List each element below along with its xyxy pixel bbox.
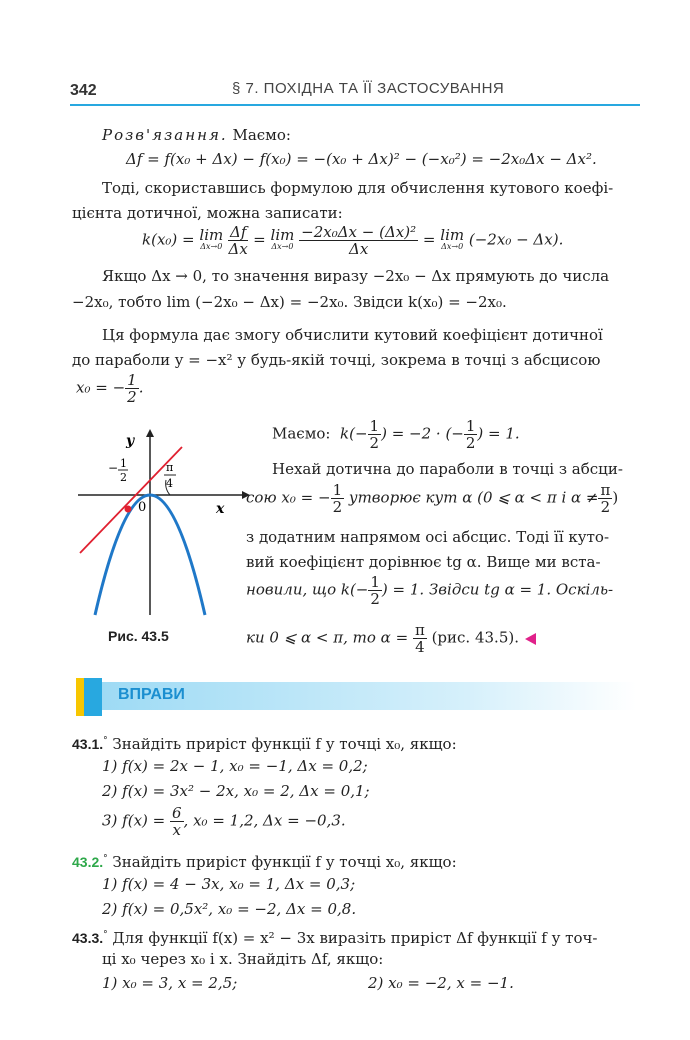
para2-line1: Якщо Δx → 0, то значення виразу −2x₀ − Δx прямують до числа xyxy=(102,267,610,285)
exercise-43-3-item-2: 2) x₀ = −2, x = −1. xyxy=(368,974,514,992)
para4-line2: сою x₀ = − $\frac{1}{2}$ утворює кут α (0 ⩽ α < π і α ≠ $\frac{\pi}{2}$ ) xyxy=(246,481,619,516)
exercise-43-3-item-1: 1) x₀ = 3, x = 2,5; xyxy=(102,974,238,992)
section-header: § 7. ПОХІДНА ТА ЇЇ ЗАСТОСУВАННЯ xyxy=(232,80,505,97)
limit-op-2: lim Δx→0 xyxy=(270,225,295,251)
fraction-limit-expression: $\frac{\text{−2x₀Δx − (Δx)²}}{\Delta x}$ xyxy=(301,223,417,258)
exercise-43-2-item-1: 1) f(x) = 4 − 3x, x₀ = 1, Δx = 0,3; xyxy=(102,875,356,893)
solution-intro: Маємо: xyxy=(232,126,291,144)
para3-line2: до параболи y = −x² у будь-якій точці, зокрема в точці з абсцисою xyxy=(72,351,601,369)
figure-parabola-tangent xyxy=(70,425,250,625)
half-num: 1 xyxy=(120,457,127,470)
para3-line1: Ця формула дає змогу обчислити кутовий коефіцієнт дотичної xyxy=(102,326,603,344)
half-sign: − xyxy=(108,461,119,475)
pi-den: 4 xyxy=(166,477,173,490)
section-tab-blue xyxy=(84,678,102,716)
page-number: 342 xyxy=(70,82,97,99)
solution-label: Розв'язання. xyxy=(102,126,228,144)
header-rule xyxy=(70,104,640,106)
para4-line5: новили, що k(− $\frac{1}{2}$ ) = 1. Звідси tg α = 1. Оскіль- xyxy=(246,573,614,608)
solution-line-1 xyxy=(102,122,291,148)
exercise-43-3: 43.3.° Для функції f(x) = x² − 3x виразіть приріст Δf функції f у точ- xyxy=(72,929,598,947)
exercise-43-1: 43.1.° Знайдіть приріст функції f у точці x₀, якщо: xyxy=(72,735,457,753)
exercise-43-2-item-2: 2) f(x) = 0,5x², x₀ = −2, Δx = 0,8. xyxy=(102,900,357,918)
y-axis-arrow xyxy=(146,429,154,437)
pi-num: π xyxy=(166,461,174,474)
exercise-43-1-item-2: 2) f(x) = 3x² − 2x, x₀ = 2, Δx = 0,1; xyxy=(102,782,370,800)
tangent-point xyxy=(125,506,132,513)
x-axis-label: x xyxy=(216,501,225,517)
exercise-43-1-item-1: 1) f(x) = 2x − 1, x₀ = −1, Δx = 0,2; xyxy=(102,757,368,775)
limit-op-1: lim Δx→0 xyxy=(199,225,224,251)
para4-line6: ки 0 ⩽ α < π, то α = $\frac{\pi}{4}$ (рис. 43.5). xyxy=(246,622,536,655)
fraction-df-dx: $\frac{\Delta f}{\Delta x}$ xyxy=(228,223,248,258)
para1-line2: цієнта дотичної, можна записати: xyxy=(72,204,343,222)
exercises-title: ВПРАВИ xyxy=(118,686,185,703)
para1-line1: Тоді, скориставшись формулою для обчислення кутового коефі- xyxy=(102,179,614,197)
para4-line3: з додатним напрямом осі абсцис. Тоді її куто- xyxy=(246,528,610,546)
para2-line2: −2x₀, тобто lim (−2x₀ − Δx) = −2x₀. Звідси k(x₀) = −2x₀. xyxy=(72,293,507,311)
end-of-solution-marker xyxy=(525,633,536,645)
para4-line4: вий коефіцієнт дорівнює tg α. Вище ми вста- xyxy=(246,553,601,571)
limit-lhs: k(x₀) = xyxy=(142,230,195,249)
limit-formula: k(x₀) = lim Δx→0 $\frac{\Delta f}{\Delta x}$ = lim Δx→0 $\frac{\text{−2x₀Δx − (Δx)²}}{\Delta x}$ = lim Δx→0 (−2x₀ − Δx). xyxy=(142,223,564,258)
y-axis-label: y xyxy=(126,433,135,449)
origin-label: 0 xyxy=(138,500,147,515)
para4-line1: Нехай дотична до параболи в точці з абсци- xyxy=(272,460,623,478)
maemo-line: Маємо: k(− $\frac{1}{2}$ ) = −2 · (− $\frac{1}{2}$ ) = 1. xyxy=(272,417,520,452)
limit-op-3: lim Δx→0 xyxy=(440,225,465,251)
limit-tail: (−2x₀ − Δx). xyxy=(468,230,564,249)
exercise-43-1-item-3: 3) f(x) = $\frac{6}{x}$ , x₀ = 1,2, Δx = −0,3. xyxy=(102,804,346,839)
half-den: 2 xyxy=(120,471,127,484)
exercise-43-2: 43.2.° Знайдіть приріст функції f у точці x₀, якщо: xyxy=(72,853,457,871)
x0-value: x₀ = − $\frac{1}{2}$ . xyxy=(76,371,144,406)
delta-f-formula: Δf = f(x₀ + Δx) − f(x₀) = −(x₀ + Δx)² − (−x₀²) = −2x₀Δx − Δx². xyxy=(126,150,597,168)
figure-caption: Рис. 43.5 xyxy=(108,628,169,644)
exercise-43-3-line2: ці x₀ через x₀ і x. Знайдіть Δf, якщо: xyxy=(102,950,384,968)
